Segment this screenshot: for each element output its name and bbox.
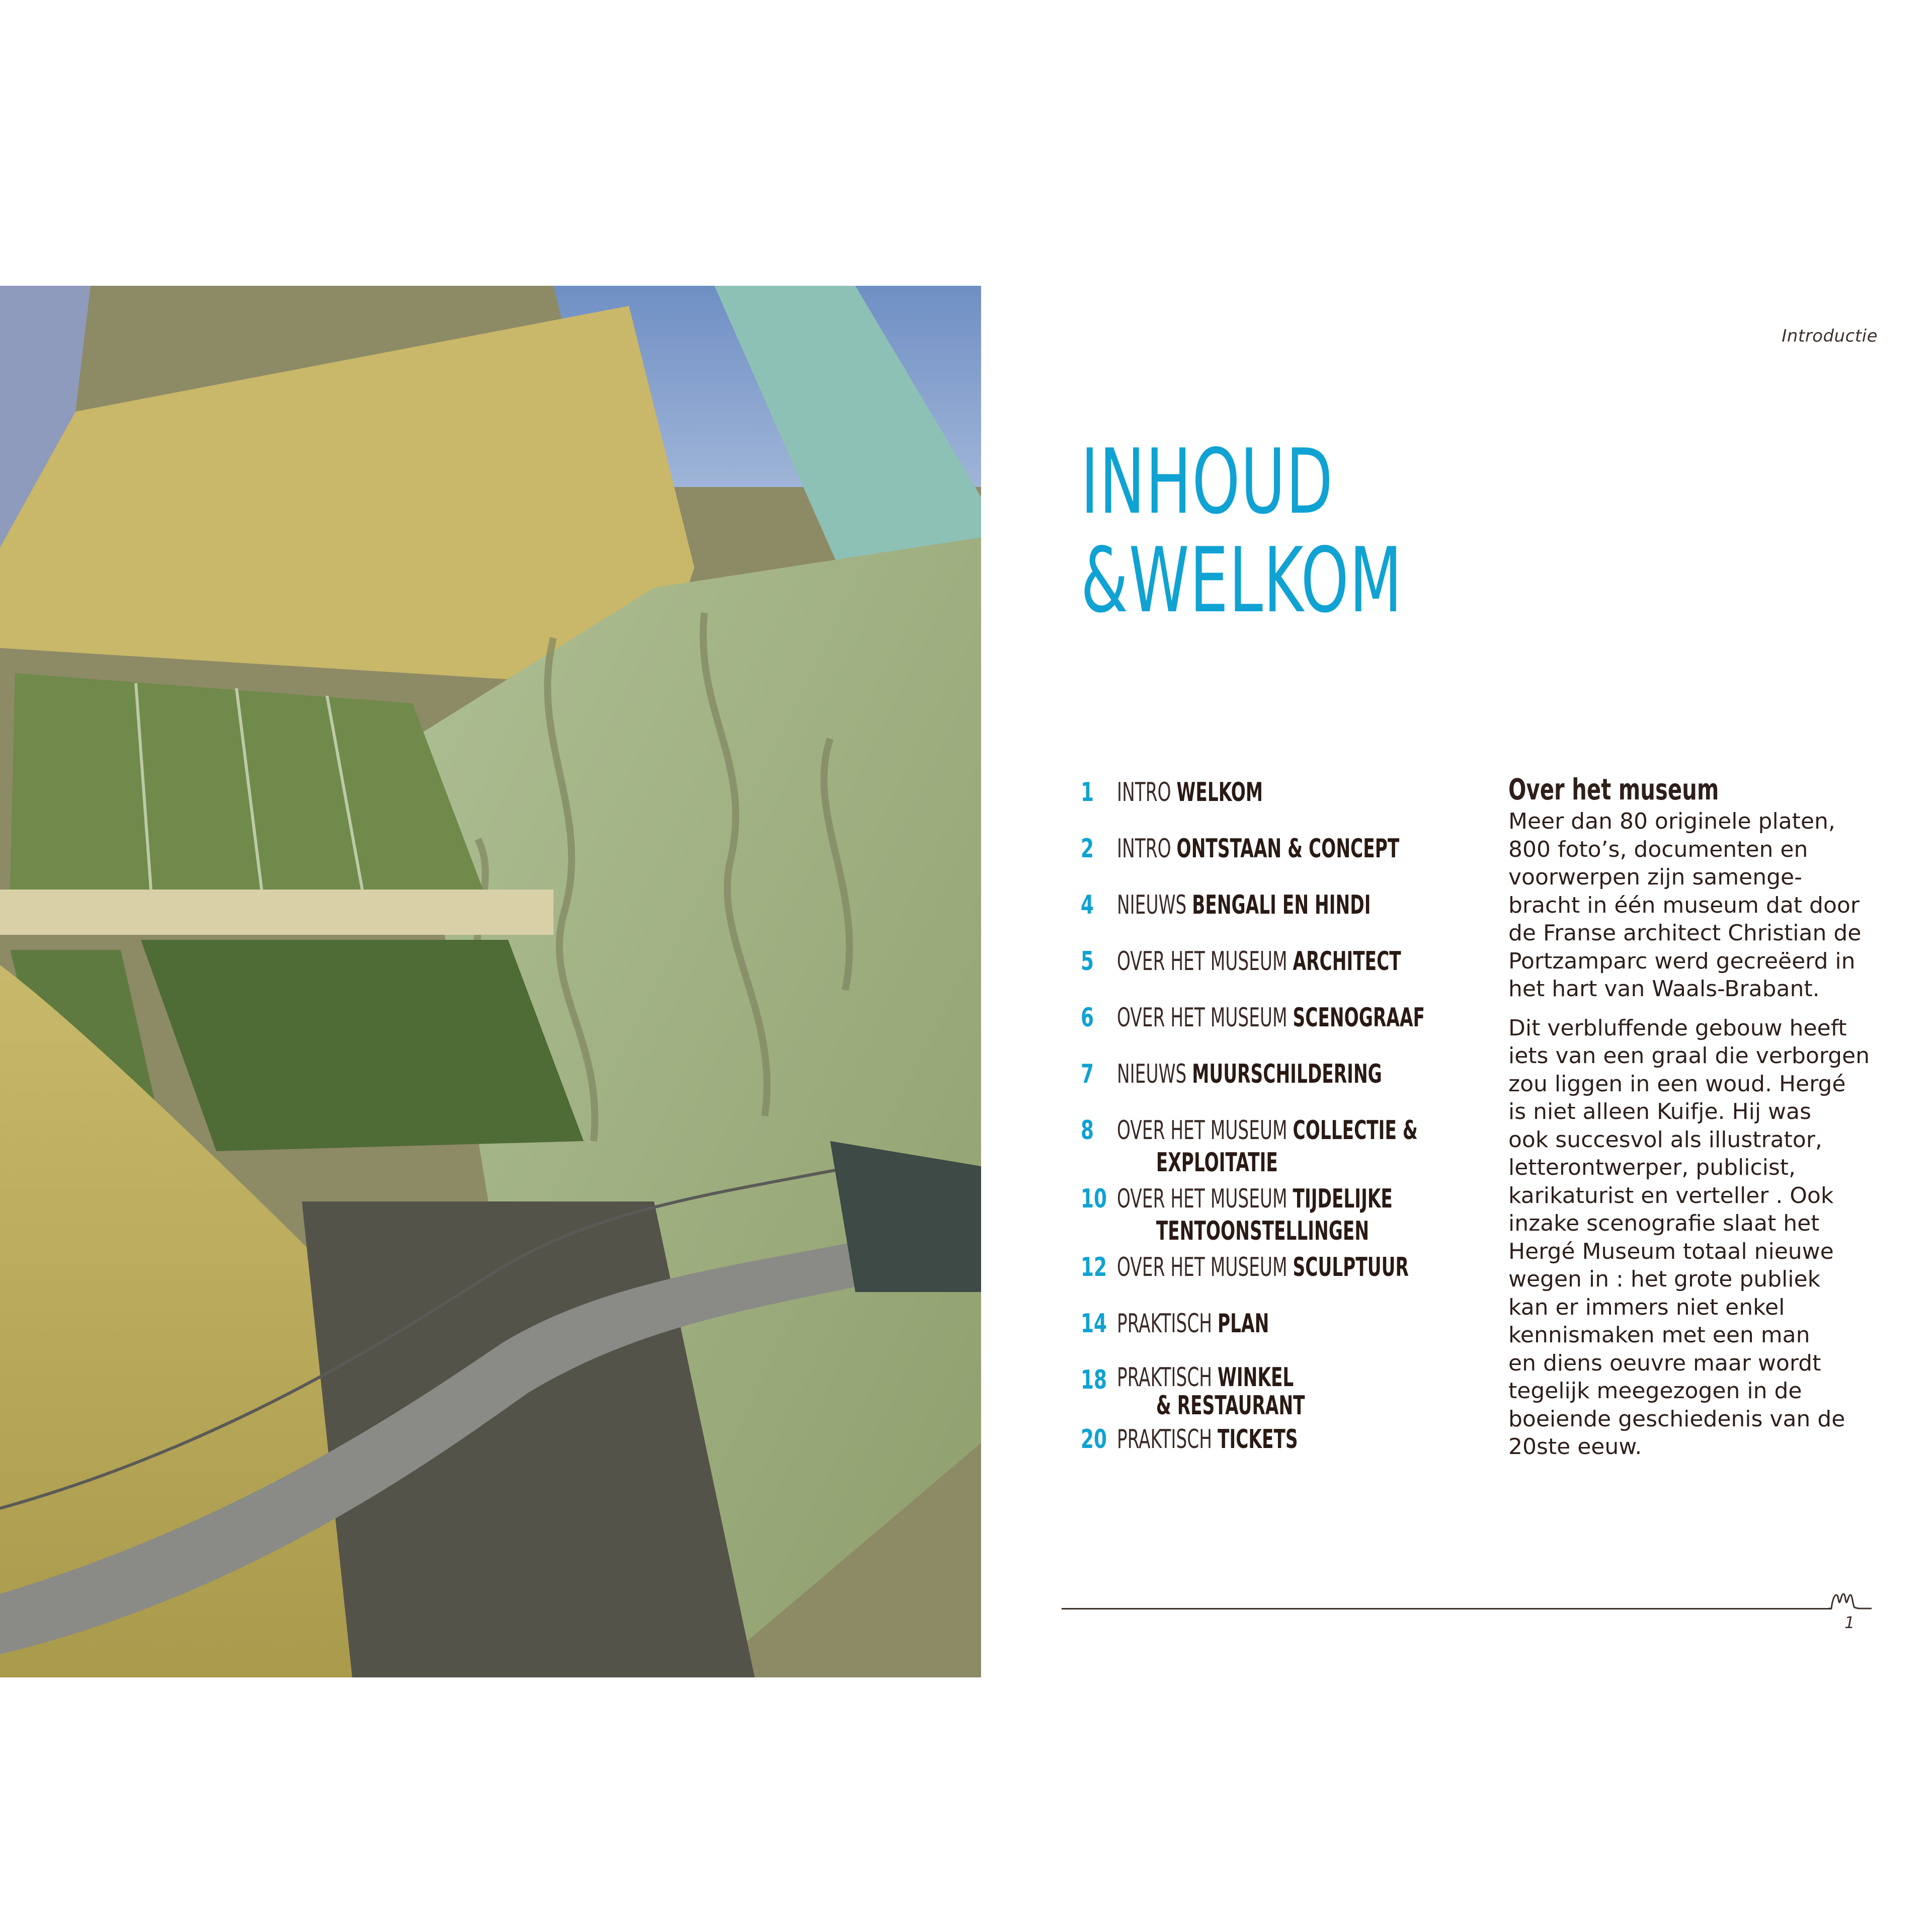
table-of-contents xyxy=(1081,776,1493,1479)
toc-category: NIEUWS xyxy=(1117,890,1187,920)
toc-item[interactable] xyxy=(1081,1423,1493,1479)
toc-topic: SCENOGRAAF xyxy=(1293,1003,1425,1033)
toc-topic: BENGALI EN HINDI xyxy=(1192,890,1371,920)
toc-topic: COLLECTIE & xyxy=(1293,1115,1418,1146)
toc-page-number: 20 xyxy=(1081,1424,1107,1455)
toc-item[interactable] xyxy=(1081,889,1493,945)
page-title xyxy=(1081,430,1403,632)
toc-item[interactable] xyxy=(1081,832,1493,889)
toc-page-number: 4 xyxy=(1081,890,1094,920)
toc-category: PRAKTISCH xyxy=(1117,1362,1213,1393)
museum-heading: Over het museum xyxy=(1508,772,1719,807)
toc-item[interactable] xyxy=(1081,1307,1493,1363)
toc-topic: TIJDELIJKE xyxy=(1293,1184,1393,1214)
toc-page-number: 14 xyxy=(1081,1309,1107,1339)
toc-category: INTRO xyxy=(1117,834,1171,864)
toc-category: INTRO xyxy=(1117,777,1171,808)
toc-topic: SCULPTUUR xyxy=(1293,1252,1409,1282)
museum-paragraph-1: Meer dan 80 originele platen, 800 foto’s, documenten en voorwerpen zijn samenge- bracht in één museum dat door de Franse architect Christian de Portzamparc werd gecreëerd in het hart van Waals-Brabant. xyxy=(1508,809,1862,1002)
toc-category: OVER HET MUSEUM xyxy=(1117,1184,1287,1214)
toc-topic: MUURSCHILDERING xyxy=(1192,1059,1382,1089)
toc-category: NIEUWS xyxy=(1117,1059,1187,1089)
toc-page-number: 8 xyxy=(1081,1115,1094,1146)
museum-atrium-photo xyxy=(0,286,981,1677)
toc-topic-line2: EXPLOITATIE xyxy=(1156,1148,1278,1178)
toc-item[interactable] xyxy=(1081,1182,1493,1251)
toc-category: OVER HET MUSEUM xyxy=(1117,1252,1287,1282)
toc-page-number: 12 xyxy=(1081,1252,1107,1282)
toc-page-number: 6 xyxy=(1081,1003,1094,1033)
page-number: 1 xyxy=(1844,1613,1855,1632)
toc-topic: PLAN xyxy=(1218,1309,1269,1339)
toc-topic: ONTSTAAN & CONCEPT xyxy=(1176,834,1400,864)
toc-page-number: 7 xyxy=(1081,1059,1094,1089)
toc-topic-line2: & RESTAURANT xyxy=(1156,1391,1305,1421)
toc-page-number: 5 xyxy=(1081,946,1094,977)
toc-item[interactable] xyxy=(1081,1001,1493,1058)
toc-item[interactable] xyxy=(1081,1114,1493,1182)
museum-logo-icon xyxy=(1827,1580,1873,1610)
toc-category: PRAKTISCH xyxy=(1117,1309,1213,1339)
toc-page-number: 18 xyxy=(1081,1365,1107,1395)
toc-item[interactable] xyxy=(1081,1363,1493,1423)
toc-topic-line2: TENTOONSTELLINGEN xyxy=(1156,1216,1370,1246)
toc-topic: WINKEL xyxy=(1218,1362,1294,1393)
toc-category: OVER HET MUSEUM xyxy=(1117,1115,1287,1146)
page-title-line1: INHOUD xyxy=(1081,430,1334,534)
toc-item[interactable] xyxy=(1081,945,1493,1001)
museum-intro xyxy=(1508,772,1881,1472)
toc-page-number: 1 xyxy=(1081,777,1094,808)
toc-topic: TICKETS xyxy=(1218,1424,1298,1455)
toc-category: OVER HET MUSEUM xyxy=(1117,946,1287,977)
page-title-line2: &WELKOM xyxy=(1081,528,1403,632)
toc-category: PRAKTISCH xyxy=(1117,1424,1213,1455)
toc-item[interactable] xyxy=(1081,1251,1493,1307)
toc-item[interactable] xyxy=(1081,1058,1493,1114)
toc-category: OVER HET MUSEUM xyxy=(1117,1003,1287,1033)
footer-rule xyxy=(1062,1608,1831,1609)
museum-paragraph-2: Dit verbluffende gebouw heeft iets van een graal die verborgen zou liggen in een woud. Hergé is niet alleen Kuifje. Hij was ook succesvol als illustrator, letterontwerper, publicist, karikaturist en verteller . Ook inzake scenografie slaat het Hergé Museum totaal nieuwe wegen in : het grote publiek kan er immers niet enkel kennismaken met een man en diens oeuvre maar wordt tegelijk meegezogen in de boeiende geschiedenis van de 20ste eeuw. xyxy=(1508,1015,1870,1460)
toc-topic: WELKOM xyxy=(1176,777,1263,808)
section-label: Introductie xyxy=(1782,326,1878,346)
toc-topic: ARCHITECT xyxy=(1293,946,1401,977)
toc-item[interactable] xyxy=(1081,776,1493,832)
toc-page-number: 10 xyxy=(1081,1184,1107,1214)
toc-page-number: 2 xyxy=(1081,834,1094,864)
